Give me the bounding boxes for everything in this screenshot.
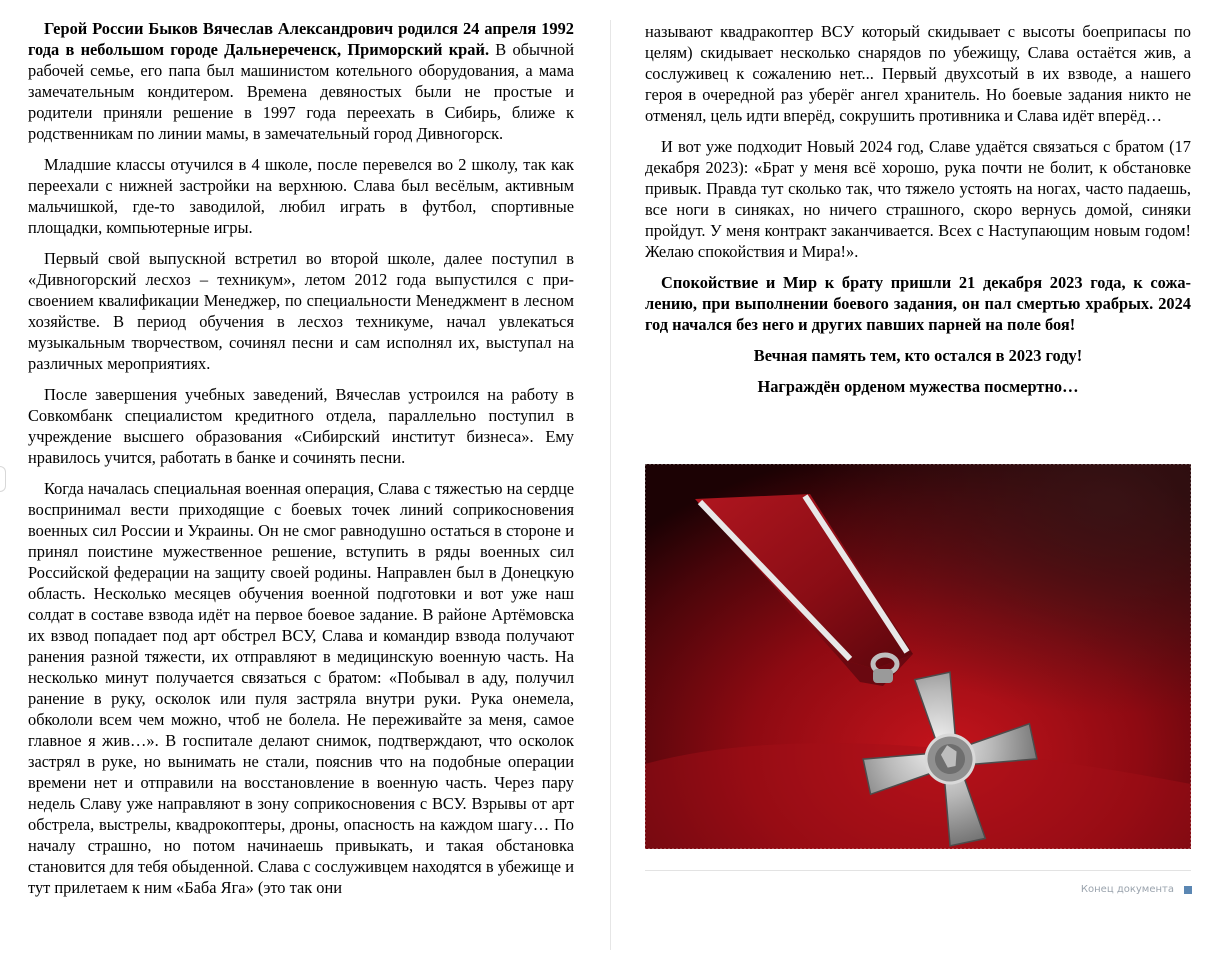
- column-divider: [610, 20, 611, 950]
- paragraph-new-year: И вот уже подходит Новый 2024 год, Славе удаётся связаться с братом (17 декабря 2023): «Брат у меня всё хорошо, рука почти не болит, к обстановке привык. Правда тут сколько так, что тяжело устоять на ногах, часто падаешь, все ноги в синяках, но ничего страшного, скоро вернусь домой, синяки пройдут. У меня контракт заканчивается. Всех с Наступающим новым годом! Желаю спокойствия и Мира!».: [645, 137, 1191, 261]
- end-separator: [645, 870, 1191, 871]
- order-of-courage-medal-image: [645, 464, 1191, 849]
- paragraph-college: Первый свой выпускной встретил во второй школе, далее поступил в «Дивногорский лесхоз – техникум», летом 2012 года выпустился с присвоением квалификации Менеджер, по специальности Менеджмент в лесном хозяйстве. В период обучения в лесхоз техникуме, начал увлекаться музыкальным творчеством, сочинял песни и сам исполнял их, выступал на различных мероприятиях.: [28, 249, 574, 373]
- medal-photo: [645, 464, 1191, 849]
- end-marker-icon: [1184, 886, 1192, 894]
- right-text-column: [645, 21, 1191, 407]
- paragraph-birth: [28, 18, 574, 144]
- side-panel-handle[interactable]: [0, 466, 6, 492]
- paragraph-work: После завершения учебных заведений, Вячеслав устроился на работу в Совкомбанк специалистом кредитного отдела, параллельно поступил в учреждение высшего образования «Сибирский институт бизнеса». Ему нравилось учится, работать в банке и сочинять песни.: [28, 385, 574, 467]
- left-text-column: [28, 18, 574, 908]
- paragraph-continuation: называют квадракоптер ВСУ который скидывает с высоты боеприпасы по целям) скидывает несколько снарядов по убежищу, Слава остаётся жив, а сослуживец к сожалению нет... Первый двухсотый в их взводе, а нашего героя в очередной раз уберёг ангел хранитель. Но боевые задания никто не отменял, цель идти вперёд, сокрушить противника и Слава идёт вперёд…: [645, 22, 1191, 125]
- paragraph-service: Когда началась специальная военная операция, Слава с тяжестью на сердце воспринимал вести приходящие с боевых точек линий соприкосновения военных сил России и Украины. Он не смог равнодушно остаться в стороне и принял поистине мужественное решение, вступить в ряды военных сил Российской федерации на защиту своей родины. Направлен был в Донецкую область. Несколько месяцев обучения военной подготовки и вот уже наш солдат в составе взвода идёт на первое боевое задание. В районе Артёмовска их взвод попадает под арт обстрел ВСУ, Слава и командир взвода получают ранения разной тяжести, их отправляют в медицинскую военную часть. На несколько минут получается связаться с братом: «Побывал в аду, получил ранение в руку, осколок или пуля застряла внутри руки. Рука онемела, обкололи всем чем можно, чтоб не болела. Не переживайте за меня, самое главное я жив…». В госпитале делают снимок, подтверждают, что осколок застрял в руке, но вынимать не стали, пояснив что на подобные операции времени нет и отправили на восстановление в военную часть. Через пару недель Славу уже направляют в зону соприкосновения с ВСУ. Взрывы от арт обстрела, выстрелы, квадрокоптеры, дроны, опасность на каждом шагу… По началу страшно, но потом начинаешь привыкать, и такая обстановка становится для тебя обыденной. Слава с сослуживцем находятся в убежище и тут прилетаем к ним «Баба Яга» (это так они: [28, 479, 574, 897]
- paragraph-death: [645, 272, 1191, 335]
- end-of-document-label: Конец документа: [1080, 884, 1174, 895]
- death-bold-text: Спокойствие и Мир к брату пришли 21 декабря 2023 года, к сожалению, при выполнении боевого задания, он пал смертью храбрых. 2024 год начался без него и других павших парней на поле боя!: [645, 273, 1191, 334]
- paragraph-school: Младшие классы отучился в 4 школе, после перевелся во 2 школу, так как переехали с нижней застройки на верхнюю. Слава был весёлым, активным мальчишкой, где-то заводилой, любил играть в футбол, спортивные площадки, компьютерные игры.: [28, 155, 574, 237]
- memory-line: Вечная память тем, кто остался в 2023 году!: [753, 346, 1083, 365]
- intro-text: В обычной рабочей семье, его папа был машинистом котельного оборудования, а мама замечательным кондитером. Времена девяностых были не простые и родители приняли решение в 1997 года переехать в Сибирь, ближе к родственникам по линии мамы, в замечательный город Дивногорск.: [28, 40, 574, 143]
- award-line: Награждён орденом мужества посмертно…: [757, 377, 1079, 396]
- intro-bold-text: Герой России Быков Вячеслав Александрович родился 24 апреля 1992 года в небольшом городе Дальнереченск, Приморский край.: [28, 19, 574, 59]
